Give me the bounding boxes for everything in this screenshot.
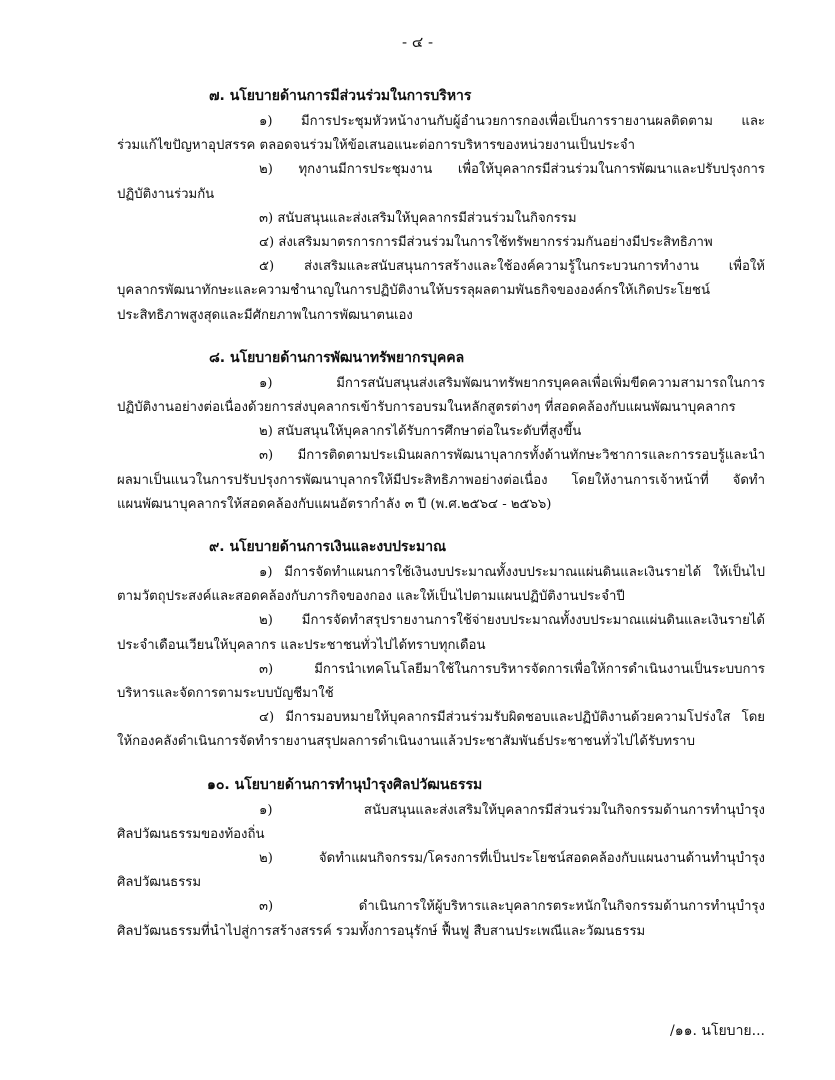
item-first-line: ๑) มีการจัดทำแผนการใช้เงินงบประมาณทั้งงบประมาณแผ่นดินและเงินรายได้ ให้เป็นไป <box>259 565 765 581</box>
policy-item <box>117 231 765 255</box>
item-first-line: ๔) มีการมอบหมายให้บุคลากรมีส่วนร่วมรับผิดชอบและปฏิบัติงานด้วยความโปร่งใส โดย <box>259 710 765 726</box>
item-first-line: ๓) ดำเนินการให้ผู้บริหารและบุคลากรตระหนักในกิจกรรมด้านการทำนุบำรุง <box>259 899 765 915</box>
policy-item <box>117 110 765 158</box>
policy-item <box>117 799 765 847</box>
item-continuation-line: แผนพัฒนาบุคลากรให้สอดคล้องกับแผนอัตรากำลัง ๓ ปี (พ.ศ.๒๕๖๔ - ๒๕๖๖) <box>117 496 552 512</box>
policy-section <box>117 773 765 944</box>
item-continuation-line: ศิลปวัฒนธรรมของท้องถิ่น <box>117 826 265 842</box>
item-first-line: ๕) ส่งเสริมและสนับสนุนการสร้างและใช้องค์ความรู้ในกระบวนการทำงาน เพื่อให้ <box>259 259 765 275</box>
policy-section <box>117 346 765 517</box>
section-heading: ๘. นโยบายด้านการพัฒนาทรัพยากรบุคคล <box>209 349 465 366</box>
item-continuation-line: ร่วมแก้ไขปัญหาอุปสรรค ตลอดจนร่วมให้ข้อเสนอแนะต่อการบริหารของหน่วยงานเป็นประจำ <box>117 138 635 154</box>
continuation-note: /๑๑. นโยบาย... <box>670 1023 765 1039</box>
policy-item <box>117 895 765 943</box>
item-first-line: ๔) ส่งเสริมมาตรการการมีส่วนร่วมในการใช้ทรัพยากรร่วมกันอย่างมีประสิทธิภาพ <box>259 235 713 251</box>
item-first-line: ๒) จัดทำแผนกิจกรรม/โครงการที่เป็นประโยชน์สอดคล้องกับแผนงานด้านทำนุบำรุง <box>259 851 765 867</box>
section-heading: ๗. นโยบายด้านการมีส่วนร่วมในการบริหาร <box>209 88 472 104</box>
policy-item <box>117 658 765 706</box>
policy-item <box>117 420 765 444</box>
item-continuation-line: ประสิทธิภาพสูงสุดและมีศักยภาพในการพัฒนาตนเอง <box>117 307 413 323</box>
item-continuation-line: ปฏิบัติงานร่วมกัน <box>117 186 215 202</box>
item-continuation-line: ให้กองคลังดำเนินการจัดทำรายงานสรุปผลการดำเนินงานแล้วประชาสัมพันธ์ประชาชนทั่วไปได้รับทราบ <box>117 734 695 750</box>
item-first-line: ๑) สนับสนุนและส่งเสริมให้บุคลากรมีส่วนร่วมในกิจกรรมด้านการทำนุบำรุง <box>259 802 765 818</box>
policy-item <box>117 444 765 517</box>
section-heading: ๑๐. นโยบายด้านการทำนุบำรุงศิลปวัฒนธรรม <box>207 776 483 793</box>
item-continuation-line: ประจำเดือนเวียนให้บุคลากร และประชาชนทั่วไปได้ทราบทุกเดือน <box>117 637 486 653</box>
item-continuation-line: ตามวัตถุประสงค์และสอดคล้องกับภารกิจของกอง และให้เป็นไปตามแผนปฏิบัติงานประจำปี <box>117 589 625 605</box>
item-continuation-line: ผลมาเป็นแนวในการปรับปรุงการพัฒนาบุลากรให้มีประสิทธิภาพอย่างต่อเนื่อง โดยให้งานการเจ้าหน้าที่ จัดทำ <box>117 472 765 488</box>
item-first-line: ๒) สนับสนุนให้บุคลากรได้รับการศึกษาต่อในระดับที่สูงขึ้น <box>259 424 582 440</box>
policy-item <box>117 609 765 657</box>
item-first-line: ๒) มีการจัดทำสรุปรายงานการใช้จ่ายงบประมาณทั้งงบประมาณแผ่นดินและเงินรายได้ <box>259 613 765 629</box>
policy-item <box>117 207 765 231</box>
item-first-line: ๓) สนับสนุนและส่งเสริมให้บุคลากรมีส่วนร่วมในกิจกรรม <box>259 210 577 226</box>
section-heading: ๙. นโยบายด้านการเงินและงบประมาณ <box>209 539 447 556</box>
policy-item <box>117 847 765 895</box>
item-first-line: ๑) มีการประชุมหัวหน้างานกับผู้อำนวยการกองเพื่อเป็นการรายงานผลติดตาม และ <box>259 114 765 129</box>
item-first-line: ๒) ทุกงานมีการประชุมงาน เพื่อให้บุคลากรมีส่วนร่วมในการพัฒนาและปรับปรุงการ <box>259 162 765 178</box>
item-first-line: ๓) มีการนำเทคโนโลยีมาใช้ในการบริหารจัดการเพื่อให้การดำเนินงานเป็นระบบการ <box>259 661 765 677</box>
document-body <box>117 84 765 962</box>
policy-item <box>117 372 765 420</box>
item-continuation-line: บุคลากรพัฒนาทักษะและความชำนาญในการปฏิบัติงานให้บรรลุผลตามพันธกิจขององค์กรให้เกิดประโยชน์ <box>117 283 710 299</box>
page-number: - ๔ - <box>401 33 434 51</box>
policy-item <box>117 561 765 609</box>
policy-item <box>117 255 765 328</box>
item-continuation-line: ศิลปวัฒนธรรมที่นำไปสู่การสร้างสรรค์ รวมทั้งการอนุรักษ์ ฟื้นฟู สืบสานประเพณีและวัฒนธรรม <box>117 923 646 939</box>
policy-item <box>117 158 765 206</box>
item-continuation-line: ศิลปวัฒนธรรม <box>117 875 202 891</box>
item-continuation-line: ปฏิบัติงานอย่างต่อเนื่องด้วยการส่งบุคลากรเข้ารับการอบรมในหลักสูตรต่างๆ ที่สอดคล้องกับแผนพัฒนาบุคลากร <box>117 400 736 416</box>
policy-item <box>117 706 765 754</box>
item-continuation-line: บริหารและจัดการตามระบบบัญชีมาใช้ <box>117 686 334 702</box>
item-first-line: ๑) มีการสนับสนุนส่งเสริมพัฒนาทรัพยากรบุคคลเพื่อเพิ่มขีดความสามารถในการ <box>259 375 765 391</box>
policy-section <box>117 535 765 755</box>
item-first-line: ๓) มีการติดตามประเมินผลการพัฒนาบุลากรทั้งด้านทักษะวิชาการและการรอบรู้และนำ <box>259 448 765 464</box>
policy-section <box>117 84 765 328</box>
